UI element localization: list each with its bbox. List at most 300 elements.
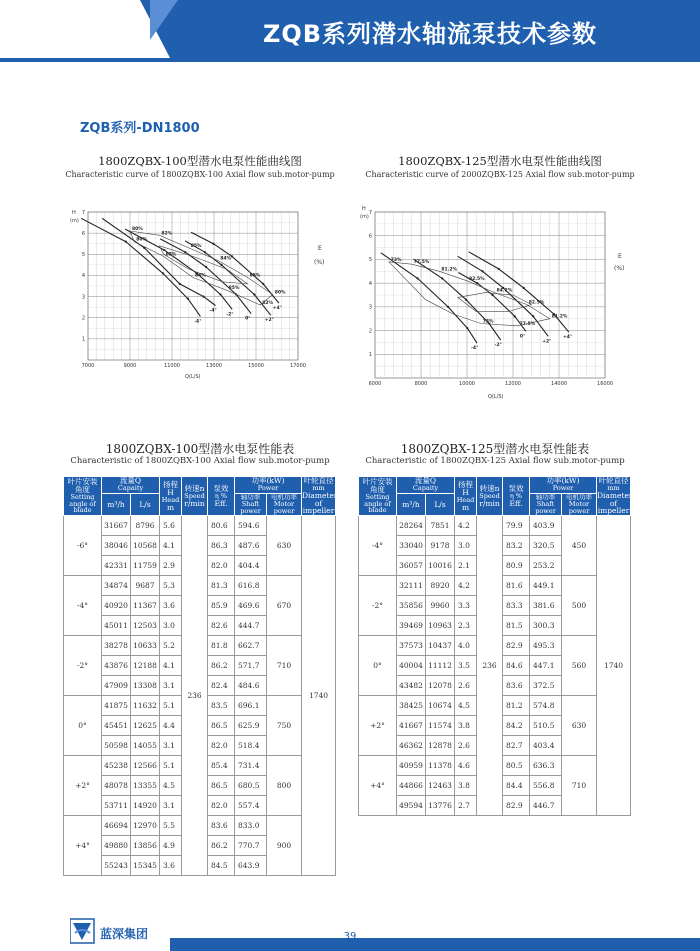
shaft-power-cell: 643.9 — [235, 856, 267, 876]
flow-ls-cell: 11367 — [131, 596, 160, 616]
shaft-power-cell: 381.6 — [530, 596, 562, 616]
efficiency-label: 82% — [165, 252, 177, 258]
eff-cell: 82.4 — [208, 676, 235, 696]
curve-angle-label: +4° — [562, 335, 573, 341]
y-tick-label: 5 — [81, 252, 85, 259]
flow-m3-cell: 41875 — [102, 696, 131, 716]
flow-m3-cell: 45011 — [102, 616, 131, 636]
col-head: 扬程H Head m — [455, 477, 477, 516]
flow-m3-cell: 31667 — [102, 516, 131, 536]
data-point — [253, 293, 255, 295]
head-cell: 4.4 — [160, 716, 182, 736]
head-cell: 4.2 — [455, 576, 477, 596]
head-cell: 3.0 — [160, 616, 182, 636]
data-point — [491, 294, 493, 296]
eff-cell: 83.5 — [208, 696, 235, 716]
table-header-row — [64, 477, 336, 494]
chart1-ylabel-h: H — [72, 210, 76, 216]
chart2 — [360, 200, 635, 405]
eff-cell: 83.6 — [503, 676, 530, 696]
flow-m3-cell: 32111 — [397, 576, 426, 596]
flow-ls-cell: 15345 — [131, 856, 160, 876]
flow-m3-cell: 38425 — [397, 696, 426, 716]
eff-cell: 80.9 — [503, 556, 530, 576]
angle-cell: +2° — [359, 696, 397, 756]
head-cell: 4.5 — [455, 696, 477, 716]
flow-ls-cell: 11632 — [131, 696, 160, 716]
efficiency-label: 84% — [195, 273, 206, 279]
x-tick-label: 17000 — [290, 363, 306, 369]
flow-m3-cell: 36057 — [397, 556, 426, 576]
y-tick-label: 5 — [368, 257, 372, 264]
eff-cell: 84.2 — [503, 716, 530, 736]
shaft-power-cell: 404.4 — [235, 556, 267, 576]
shaft-power-cell: 636.3 — [530, 756, 562, 776]
data-point — [163, 249, 165, 251]
flow-m3-cell: 42331 — [102, 556, 131, 576]
flow-ls-cell: 10674 — [426, 696, 455, 716]
eff-cell: 85.4 — [208, 756, 235, 776]
shaft-power-cell: 557.4 — [235, 796, 267, 816]
table2-subtitle: Characteristic of 1800ZQBX-125 Axial flow sub.motor-pump — [365, 456, 625, 466]
flow-m3-cell: 47909 — [102, 676, 131, 696]
flow-m3-cell: 38278 — [102, 636, 131, 656]
col-flow-m3: m³/h — [397, 493, 426, 516]
shaft-power-cell: 731.4 — [235, 756, 267, 776]
col-flow: 流量Q Capaity — [397, 477, 455, 494]
chart1-xlabel: Q(L/S) — [185, 374, 201, 380]
flow-ls-cell: 8920 — [426, 576, 455, 596]
head-cell: 2.7 — [455, 796, 477, 816]
flow-ls-cell: 12188 — [131, 656, 160, 676]
x-tick-label: 16000 — [597, 381, 613, 387]
shaft-power-cell: 444.7 — [235, 616, 267, 636]
curve-angle-label: -2° — [226, 312, 234, 318]
head-cell: 3.3 — [455, 596, 477, 616]
x-tick-label: 11000 — [164, 363, 180, 369]
flow-m3-cell: 53711 — [102, 796, 131, 816]
shaft-power-cell: 253.2 — [530, 556, 562, 576]
table-header-row — [359, 477, 631, 494]
data-point — [523, 287, 525, 289]
data-point — [466, 327, 468, 329]
shaft-power-cell: 556.8 — [530, 776, 562, 796]
col-angle: 叶片安装角度 Setting angle of blade — [359, 477, 397, 516]
flow-ls-cell: 12566 — [131, 756, 160, 776]
eff-cell: 80.6 — [208, 516, 235, 536]
shaft-power-cell: 320.5 — [530, 536, 562, 556]
shaft-power-cell: 449.1 — [530, 576, 562, 596]
flow-ls-cell: 10568 — [131, 536, 160, 556]
data-point — [162, 272, 164, 274]
data-point — [476, 282, 478, 284]
diameter-cell: 1740 — [302, 516, 336, 876]
x-tick-label: 14000 — [551, 381, 567, 387]
flow-ls-cell: 13776 — [426, 796, 455, 816]
flow-ls-cell: 11378 — [426, 756, 455, 776]
chart1-subtitle: Characteristic curve of 1800ZQBX-100 Axial flow sub.motor-pump — [65, 170, 335, 179]
shaft-power-cell: 770.7 — [235, 836, 267, 856]
chart1-e-label: E — [318, 245, 322, 252]
y-tick-label: 6 — [368, 233, 372, 240]
efficiency-label: 85% — [249, 273, 261, 279]
head-cell: 5.1 — [160, 696, 182, 716]
eff-cell: 85.9 — [208, 596, 235, 616]
flow-ls-cell: 9960 — [426, 596, 455, 616]
col-flow-ls: L/s — [131, 493, 160, 516]
col-eff: 泵效 η % Eff. — [208, 477, 235, 516]
flow-ls-cell: 12970 — [131, 816, 160, 836]
efficiency-contour — [130, 231, 273, 305]
data-point — [220, 264, 222, 266]
flow-m3-cell: 41667 — [397, 716, 426, 736]
chart2-xlabel: Q(L/S) — [488, 394, 504, 400]
eff-cell: 82.6 — [208, 616, 235, 636]
hq-curve — [381, 253, 477, 343]
eff-cell: 83.2 — [503, 536, 530, 556]
flow-m3-cell: 49594 — [397, 796, 426, 816]
flow-ls-cell: 10016 — [426, 556, 455, 576]
col-shaft-power: 轴功率 Shaft power — [235, 493, 267, 516]
y-tick-label: 3 — [368, 304, 372, 311]
head-cell: 4.9 — [160, 836, 182, 856]
head-cell: 4.5 — [160, 776, 182, 796]
y-tick-label: 7 — [368, 209, 372, 216]
y-tick-label: 6 — [81, 230, 85, 237]
head-cell: 3.0 — [455, 536, 477, 556]
col-shaft-power: 轴功率 Shaft power — [530, 493, 562, 516]
data-point — [447, 306, 449, 308]
x-tick-label: 7000 — [81, 363, 95, 369]
shaft-power-cell: 625.9 — [235, 716, 267, 736]
col-power: 功率(kW) Power — [235, 477, 302, 494]
eff-cell: 80.5 — [503, 756, 530, 776]
head-cell: 4.1 — [160, 536, 182, 556]
data-point — [498, 268, 500, 270]
flow-m3-cell: 35856 — [397, 596, 426, 616]
flow-m3-cell: 48078 — [102, 776, 131, 796]
eff-cell: 84.6 — [503, 656, 530, 676]
flow-m3-cell: 49880 — [102, 836, 131, 856]
shaft-power-cell: 616.8 — [235, 576, 267, 596]
shaft-power-cell: 696.1 — [235, 696, 267, 716]
head-cell: 4.2 — [455, 516, 477, 536]
y-tick-label: 2 — [81, 315, 85, 322]
col-flow: 流量Q Capaity — [102, 477, 160, 494]
head-cell: 3.1 — [160, 796, 182, 816]
chart2-grid — [369, 210, 613, 387]
flow-m3-cell: 43876 — [102, 656, 131, 676]
efficiency-label: 82% — [161, 231, 173, 237]
eff-cell: 82.0 — [208, 796, 235, 816]
chart2-ylabel-unit: (m) — [360, 214, 369, 220]
flow-m3-cell: 38046 — [102, 536, 131, 556]
col-flow-m3: m³/h — [102, 493, 131, 516]
table-row — [64, 516, 336, 536]
table1-subtitle: Characteristic of 1800ZQBX-100 Axial flow sub.motor-pump — [70, 456, 330, 466]
eff-cell: 86.2 — [208, 836, 235, 856]
angle-cell: 0° — [359, 636, 397, 696]
eff-cell: 81.6 — [503, 576, 530, 596]
diameter-cell: 1740 — [597, 516, 631, 816]
data-point — [205, 266, 207, 268]
col-diameter: 叶轮直径 mm Diameter of impeller — [302, 476, 338, 516]
curve-angle-label: 0° — [519, 334, 526, 340]
efficiency-label: 84% — [220, 256, 231, 262]
flow-m3-cell: 50598 — [102, 736, 131, 756]
efficiency-label: 73% — [482, 319, 494, 325]
flow-ls-cell: 9687 — [131, 576, 160, 596]
flow-ls-cell: 8796 — [131, 516, 160, 536]
header-banner — [0, 0, 700, 62]
eff-cell: 84.5 — [208, 856, 235, 876]
efficiency-label: 80% — [274, 290, 286, 296]
y-tick-label: 3 — [81, 294, 85, 301]
chart2-e-label: E — [618, 253, 622, 260]
angle-cell: -4° — [64, 576, 102, 636]
flow-m3-cell: 37573 — [397, 636, 426, 656]
speed-cell: 236 — [477, 516, 503, 816]
shaft-power-cell: 571.7 — [235, 656, 267, 676]
flow-m3-cell: 45451 — [102, 716, 131, 736]
col-head: 扬程H Head m — [160, 477, 182, 516]
flow-m3-cell: 39469 — [397, 616, 426, 636]
eff-cell: 83.6 — [208, 816, 235, 836]
y-tick-label: 2 — [368, 328, 372, 335]
efficiency-label: 82% — [262, 301, 273, 307]
angle-cell: -6° — [64, 516, 102, 576]
head-cell: 2.6 — [455, 736, 477, 756]
eff-cell: 81.3 — [208, 576, 235, 596]
data-point — [204, 251, 206, 253]
data-point — [514, 315, 516, 317]
flow-ls-cell: 12078 — [426, 676, 455, 696]
chart1-title: 1800ZQBX-100型潜水电泵性能曲线图 — [98, 154, 302, 168]
data-point — [231, 255, 233, 257]
head-cell: 5.5 — [160, 816, 182, 836]
angle-cell: +4° — [64, 816, 102, 876]
shaft-power-cell: 469.6 — [235, 596, 267, 616]
curve-angle-label: -4° — [209, 308, 217, 314]
table2-title: 1800ZQBX-125型潜水电泵性能表 — [400, 442, 590, 456]
data-point — [262, 283, 264, 285]
data-point — [187, 298, 189, 300]
flow-ls-cell: 12463 — [426, 776, 455, 796]
col-speed: 转速n Speed r/min — [182, 477, 208, 516]
angle-cell: -4° — [359, 516, 397, 576]
chart1-e-unit: (%) — [314, 259, 325, 266]
motor-power-cell: 670 — [267, 576, 302, 636]
shaft-power-cell: 300.3 — [530, 616, 562, 636]
angle-cell: +4° — [359, 756, 397, 816]
x-tick-label: 13000 — [206, 363, 222, 369]
data-point — [184, 251, 186, 253]
data-point — [219, 293, 221, 295]
data-point — [441, 277, 443, 279]
speed-cell: 236 — [182, 516, 208, 876]
data-point — [481, 270, 483, 272]
efficiency-label: 84.2% — [496, 288, 513, 294]
flow-ls-cell: 7851 — [426, 516, 455, 536]
chart2-subtitle: Characteristic curve of 2000ZQBX-125 Axial flow sub.motor-pump — [365, 170, 635, 179]
head-cell: 3.8 — [455, 776, 477, 796]
flow-ls-cell: 14920 — [131, 796, 160, 816]
motor-power-cell: 710 — [267, 636, 302, 696]
efficiency-label: 81.2% — [551, 314, 568, 320]
head-cell: 3.8 — [455, 716, 477, 736]
eff-cell: 82.0 — [208, 556, 235, 576]
efficiency-label: 85% — [190, 243, 202, 249]
hq-curve — [191, 232, 279, 303]
eff-cell: 84.4 — [503, 776, 530, 796]
curve-angle-label: 0° — [245, 316, 251, 322]
page-title: ZQB系列潜水轴流泵技术参数 — [262, 20, 598, 48]
curve-angle-label: -6° — [194, 319, 202, 325]
head-cell: 5.6 — [160, 516, 182, 536]
shaft-power-cell: 833.0 — [235, 816, 267, 836]
flow-m3-cell: 44866 — [397, 776, 426, 796]
flow-ls-cell: 13355 — [131, 776, 160, 796]
head-cell: 4.6 — [455, 756, 477, 776]
curve-angle-label: +2° — [542, 339, 552, 345]
flow-ls-cell: 10963 — [426, 616, 455, 636]
head-cell: 3.1 — [160, 736, 182, 756]
eff-cell: 81.5 — [503, 616, 530, 636]
head-cell: 3.5 — [455, 656, 477, 676]
chart1-ylabel-unit: (m) — [70, 218, 79, 224]
data-point — [416, 277, 418, 279]
motor-power-cell: 800 — [267, 756, 302, 816]
curve-angle-label: +4° — [272, 306, 283, 312]
head-cell: 3.1 — [160, 676, 182, 696]
flow-ls-cell: 12625 — [131, 716, 160, 736]
motor-power-cell: 630 — [267, 516, 302, 576]
data-point — [202, 295, 204, 297]
shaft-power-cell: 403.9 — [530, 516, 562, 536]
x-tick-label: 12000 — [505, 381, 521, 387]
eff-cell: 86.5 — [208, 716, 235, 736]
angle-cell: -2° — [359, 576, 397, 636]
footer-bar — [170, 938, 700, 951]
col-speed: 转速n Speed r/min — [477, 477, 503, 516]
head-cell: 2.3 — [455, 616, 477, 636]
motor-power-cell: 500 — [562, 576, 597, 636]
col-motor-power: 电机功率 Motor power — [562, 493, 597, 516]
shaft-power-cell: 484.6 — [235, 676, 267, 696]
head-cell: 5.1 — [160, 756, 182, 776]
head-cell: 4.1 — [160, 656, 182, 676]
eff-cell: 81.2 — [503, 696, 530, 716]
flow-ls-cell: 9178 — [426, 536, 455, 556]
data-point — [532, 315, 534, 317]
shaft-power-cell: 403.4 — [530, 736, 562, 756]
flow-ls-cell: 11759 — [131, 556, 160, 576]
head-cell: 2.1 — [455, 556, 477, 576]
flow-m3-cell: 40004 — [397, 656, 426, 676]
shaft-power-cell: 574.8 — [530, 696, 562, 716]
chart2-ylabel-h: H — [362, 206, 366, 212]
flow-m3-cell: 46694 — [102, 816, 131, 836]
efficiency-label: 77.5% — [519, 321, 536, 327]
data-point — [465, 299, 467, 301]
eff-cell: 82.7 — [503, 736, 530, 756]
flow-ls-cell: 13856 — [131, 836, 160, 856]
chart2-e-unit: (%) — [614, 265, 625, 272]
angle-cell: +2° — [64, 756, 102, 816]
x-tick-label: 9000 — [123, 363, 137, 369]
eff-cell: 82.9 — [503, 636, 530, 656]
col-diameter: 叶轮直径 mm Diameter of impeller — [597, 476, 633, 516]
motor-power-cell: 710 — [562, 756, 597, 816]
head-cell: 2.6 — [455, 676, 477, 696]
chart2-curves — [381, 252, 572, 351]
eff-cell: 81.8 — [208, 636, 235, 656]
head-cell: 4.0 — [455, 636, 477, 656]
flow-m3-cell: 33040 — [397, 536, 426, 556]
motor-power-cell: 630 — [562, 696, 597, 756]
efficiency-label: 82.5% — [469, 276, 485, 282]
chart1 — [60, 200, 345, 385]
curve-angle-label: +2° — [264, 318, 274, 324]
shaft-power-cell: 495.3 — [530, 636, 562, 656]
flow-m3-cell: 40920 — [102, 596, 131, 616]
angle-cell: -2° — [64, 636, 102, 696]
flow-m3-cell: 46362 — [397, 736, 426, 756]
shaft-power-cell: 680.5 — [235, 776, 267, 796]
y-tick-label: 1 — [368, 352, 372, 359]
efficiency-label: 81.2% — [441, 267, 458, 273]
shaft-power-cell: 372.5 — [530, 676, 562, 696]
eff-cell: 86.3 — [208, 536, 235, 556]
flow-ls-cell: 12503 — [131, 616, 160, 636]
col-power: 功率(kW) Power — [530, 477, 597, 494]
brand-name: 蓝深集团 — [100, 927, 149, 941]
eff-cell: 83.3 — [503, 596, 530, 616]
flow-m3-cell: 34874 — [102, 576, 131, 596]
efficiency-label: 80% — [136, 237, 147, 243]
shaft-power-cell: 518.4 — [235, 736, 267, 756]
table-row — [359, 516, 631, 536]
head-cell: 5.2 — [160, 636, 182, 656]
chart2-title: 1800ZQBX-125型潜水电泵性能曲线图 — [398, 154, 602, 168]
y-tick-label: 4 — [368, 280, 372, 287]
shaft-power-cell: 446.7 — [530, 796, 562, 816]
flow-ls-cell: 14055 — [131, 736, 160, 756]
data-point — [125, 241, 127, 243]
motor-power-cell: 750 — [267, 696, 302, 756]
head-cell: 3.6 — [160, 596, 182, 616]
col-flow-ls: L/s — [426, 493, 455, 516]
efficiency-label: 85% — [228, 286, 240, 292]
head-cell: 2.9 — [160, 556, 182, 576]
col-motor-power: 电机功率 Motor power — [267, 493, 302, 516]
eff-cell: 82.9 — [503, 796, 530, 816]
table1 — [63, 476, 336, 876]
efficiency-label: 73% — [390, 257, 402, 263]
flow-ls-cell: 12878 — [426, 736, 455, 756]
curve-angle-label: -4° — [471, 346, 479, 352]
curve-angle-label: -2° — [494, 343, 502, 349]
motor-power-cell: 450 — [562, 516, 597, 576]
flow-m3-cell: 43482 — [397, 676, 426, 696]
chart1-curves — [81, 218, 286, 324]
flow-ls-cell: 11574 — [426, 716, 455, 736]
flow-m3-cell: 28264 — [397, 516, 426, 536]
table1-title: 1800ZQBX-100型潜水电泵性能表 — [105, 442, 295, 456]
data-point — [179, 283, 181, 285]
motor-power-cell: 900 — [267, 816, 302, 876]
shaft-power-cell: 447.1 — [530, 656, 562, 676]
